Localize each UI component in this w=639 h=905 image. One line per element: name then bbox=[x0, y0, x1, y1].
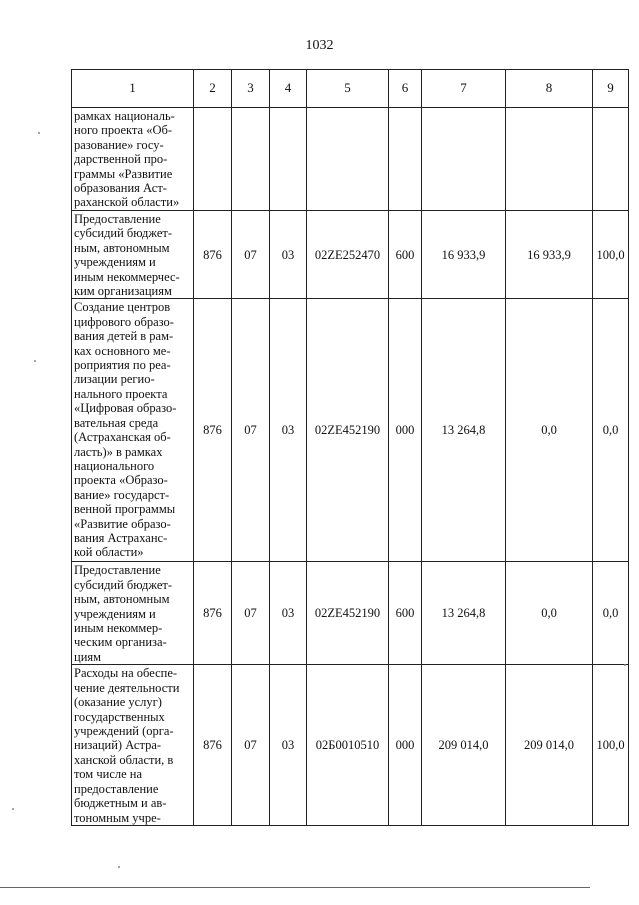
row-description: рамках националь- ного проекта «Об- разование» госу- дарственной про- граммы «Развитие образования Аст- раханской области» bbox=[72, 108, 194, 211]
table-row bbox=[72, 299, 629, 562]
column-header: 4 bbox=[270, 70, 307, 108]
cell-actual-amount: 0,0 bbox=[506, 562, 593, 665]
cell-subsection: 03 bbox=[270, 299, 307, 562]
cell-subsection: 03 bbox=[270, 211, 307, 299]
column-header: 6 bbox=[389, 70, 422, 108]
cell-target-article: 02ZE452190 bbox=[307, 299, 389, 562]
cell-admin-code: 876 bbox=[194, 665, 232, 825]
cell-percent: 100,0 bbox=[593, 665, 629, 825]
cell-admin-code: 876 bbox=[194, 211, 232, 299]
cell-percent bbox=[593, 108, 629, 211]
cell-section: 07 bbox=[232, 211, 270, 299]
table-row bbox=[72, 562, 629, 665]
column-header: 9 bbox=[593, 70, 629, 108]
scan-speck bbox=[624, 664, 626, 666]
cell-plan-amount bbox=[422, 108, 506, 211]
cell-subsection: 03 bbox=[270, 665, 307, 825]
cell-actual-amount: 16 933,9 bbox=[506, 211, 593, 299]
cell-expense-type: 600 bbox=[389, 211, 422, 299]
cell-target-article: 02ZE452190 bbox=[307, 562, 389, 665]
cell-target-article: 02Б0010510 bbox=[307, 665, 389, 825]
table-row bbox=[72, 665, 629, 825]
row-description: Расходы на обеспе- чение деятельности (оказание услуг) государственных учреждений (орга- низаций) Астра- ханской области, в том числе на предоставление бюджетным и ав- тономным учре- bbox=[72, 665, 194, 825]
cell-target-article: 02ZE252470 bbox=[307, 211, 389, 299]
scan-speck bbox=[118, 866, 120, 868]
row-description: Предоставление субсидий бюджет- ным, автономным учреждениям и иным некоммерчес- ким организациям bbox=[72, 211, 194, 299]
table-row bbox=[72, 108, 629, 211]
cell-expense-type: 000 bbox=[389, 299, 422, 562]
scan-edge-line bbox=[0, 887, 590, 888]
cell-section bbox=[232, 108, 270, 211]
cell-section: 07 bbox=[232, 299, 270, 562]
column-header: 1 bbox=[72, 70, 194, 108]
column-header: 7 bbox=[422, 70, 506, 108]
cell-percent: 0,0 bbox=[593, 562, 629, 665]
scan-speck bbox=[38, 132, 40, 134]
cell-subsection bbox=[270, 108, 307, 211]
cell-plan-amount: 13 264,8 bbox=[422, 562, 506, 665]
table-row bbox=[72, 211, 629, 299]
header-row bbox=[72, 70, 629, 108]
cell-plan-amount: 13 264,8 bbox=[422, 299, 506, 562]
page-number: 1032 bbox=[305, 38, 334, 53]
cell-percent: 100,0 bbox=[593, 211, 629, 299]
cell-target-article bbox=[307, 108, 389, 211]
cell-actual-amount: 0,0 bbox=[506, 299, 593, 562]
cell-admin-code bbox=[194, 108, 232, 211]
cell-expense-type bbox=[389, 108, 422, 211]
cell-section: 07 bbox=[232, 665, 270, 825]
cell-actual-amount bbox=[506, 108, 593, 211]
row-description: Создание центров цифрового образо- вания детей в рам- ках основного ме- роприятия по реа- лизации регио- нального проекта «Цифровая образо- вательная среда (Астраханская об- ласть)» в рамках национального проекта «Образо- вание» государст- венной программы «Развитие образо- вания Астраханс- кой области» bbox=[72, 299, 194, 562]
column-header: 8 bbox=[506, 70, 593, 108]
cell-plan-amount: 209 014,0 bbox=[422, 665, 506, 825]
column-header: 3 bbox=[232, 70, 270, 108]
cell-subsection: 03 bbox=[270, 562, 307, 665]
cell-percent: 0,0 bbox=[593, 299, 629, 562]
cell-section: 07 bbox=[232, 562, 270, 665]
cell-admin-code: 876 bbox=[194, 299, 232, 562]
cell-admin-code: 876 bbox=[194, 562, 232, 665]
scan-speck bbox=[12, 808, 14, 810]
column-header: 5 bbox=[307, 70, 389, 108]
cell-actual-amount: 209 014,0 bbox=[506, 665, 593, 825]
cell-expense-type: 000 bbox=[389, 665, 422, 825]
cell-expense-type: 600 bbox=[389, 562, 422, 665]
row-description: Предоставление субсидий бюджет- ным, автономным учреждениям и иным некоммер- ческим организа- циям bbox=[72, 562, 194, 665]
cell-plan-amount: 16 933,9 bbox=[422, 211, 506, 299]
scan-speck bbox=[34, 360, 36, 362]
column-header: 2 bbox=[194, 70, 232, 108]
budget-table bbox=[71, 69, 629, 826]
